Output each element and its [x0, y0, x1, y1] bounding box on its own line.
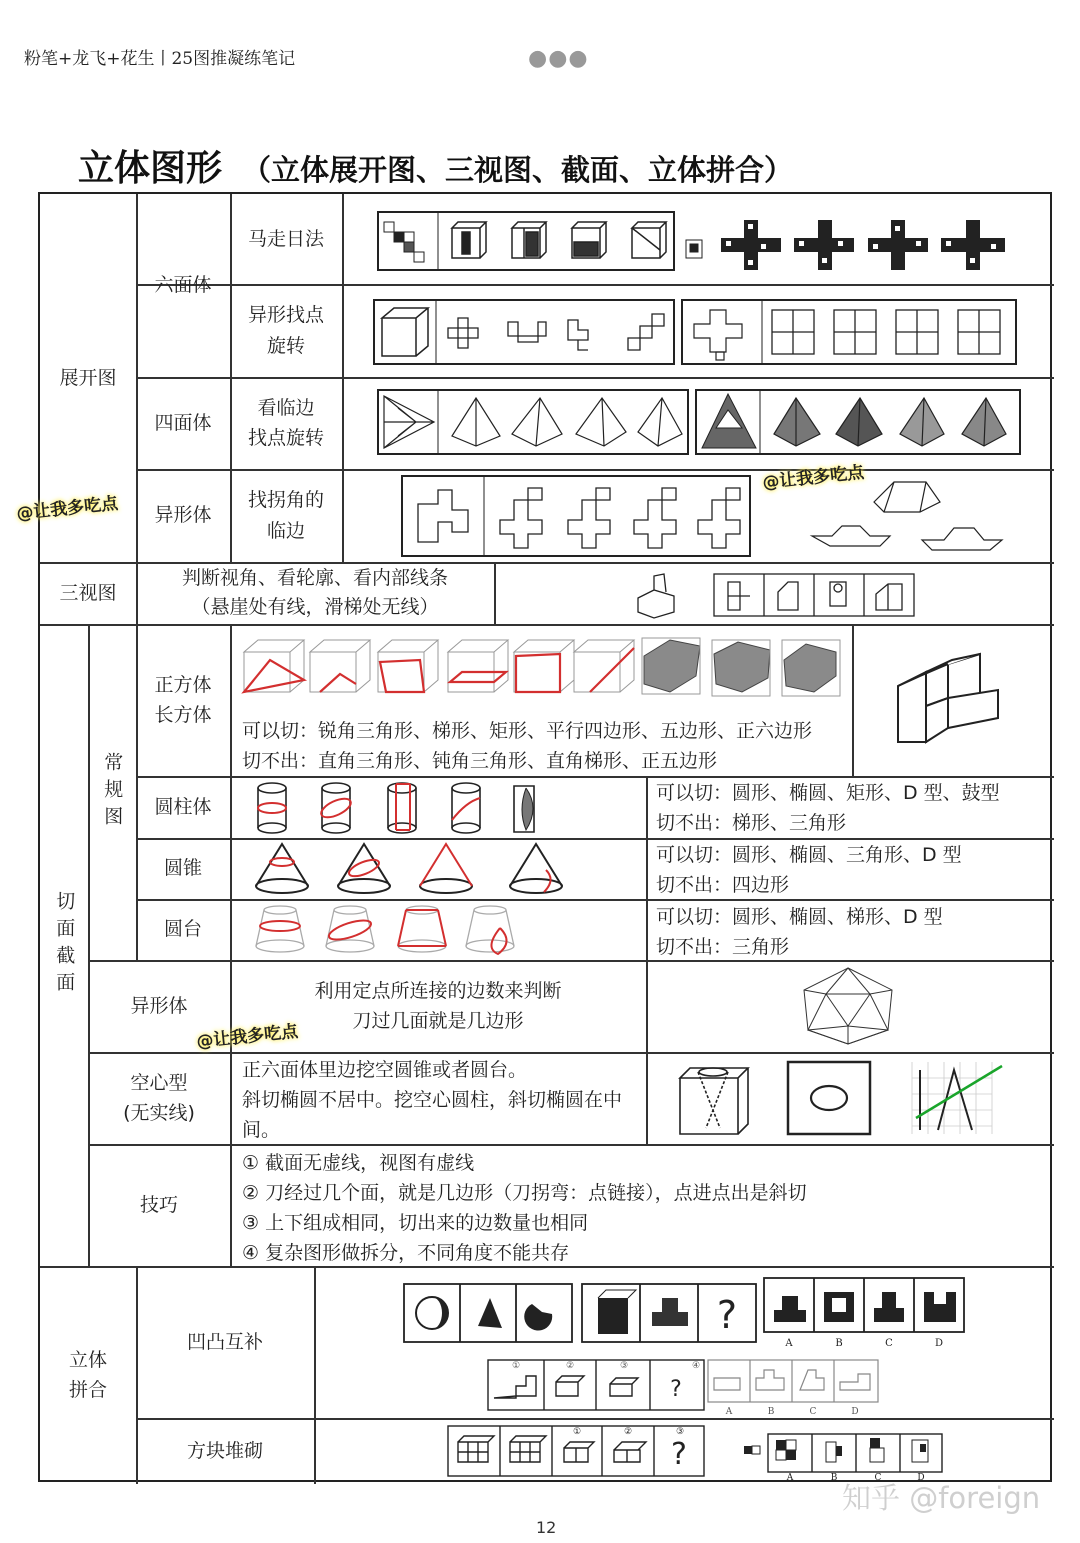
- assembly-label: [40, 1266, 136, 1484]
- opt-c-2: C: [809, 1407, 817, 1416]
- cube-label-line1: 正方体: [154, 673, 212, 696]
- opt-b-2: B: [767, 1407, 775, 1416]
- opt-c-3: C: [874, 1473, 882, 1482]
- stepped-block-figure: [892, 646, 1004, 746]
- opt-b-1: B: [835, 1338, 843, 1349]
- cube-section-figures: [240, 632, 844, 702]
- hollow-rule-line3: 间。: [242, 1119, 281, 1141]
- irregular-rule-line2: 临边: [266, 519, 305, 542]
- horse-rule-label: 马走日法: [247, 227, 324, 250]
- opt-a-2: A: [725, 1407, 733, 1416]
- tip-3: ③ 上下组成相同，切出来的边数量也相同: [242, 1212, 589, 1234]
- hollow-figures: [676, 1058, 1026, 1138]
- blocks-label: 方块堆砌: [186, 1439, 263, 1462]
- tetra-rule-line1: 看临边: [257, 396, 315, 419]
- three-view-label: 三视图: [59, 581, 117, 604]
- more-dots-icon[interactable]: ●●●: [528, 46, 589, 71]
- three-view-figures: [630, 568, 930, 620]
- num-4: ④: [691, 1361, 701, 1371]
- hollow-label: [88, 1052, 230, 1144]
- cube-can-text: 可以切：锐角三角形、梯形、矩形、平行四边形、五边形、正六边形: [242, 720, 813, 742]
- assembly-label-line2: 拼合: [68, 1379, 107, 1401]
- cone-label: 圆锥: [163, 857, 202, 880]
- irregular-unfold-figures: [400, 474, 1040, 558]
- tip-1: ① 截面无虚线，视图有虚线: [242, 1152, 475, 1174]
- heading-sub: （立体展开图、三视图、截面、立体拼合）: [242, 153, 794, 187]
- unfold-label: 展开图: [59, 366, 117, 389]
- num-1: ①: [511, 1361, 521, 1371]
- num-b2: ②: [623, 1427, 633, 1437]
- watermark-3: @让我多吃点: [195, 1021, 300, 1053]
- zhihu-watermark: 知乎 @foreign: [842, 1481, 1041, 1515]
- horse-rule-figures: [376, 210, 1026, 274]
- opt-a-3: A: [786, 1473, 794, 1482]
- page-heading: [78, 140, 793, 191]
- odd-point-line1: 异形找点: [247, 304, 324, 327]
- num-b1: ①: [572, 1427, 582, 1437]
- watermark-1: @让我多吃点: [15, 493, 120, 525]
- frustum-cannot-text: 切不出：三角形: [656, 936, 790, 958]
- tetra-rule-line2: 找点旋转: [247, 427, 324, 449]
- irregular-rule-label: [230, 469, 342, 562]
- opt-d-2: D: [851, 1407, 859, 1416]
- cone-can-text: 可以切：圆形、椭圆、三角形、D 型: [656, 844, 962, 866]
- opt-c-1: C: [885, 1338, 893, 1349]
- blocks-figures: [446, 1422, 946, 1482]
- irregular-unfold-label: 异形体: [154, 504, 212, 527]
- three-view-rule-line2: （悬崖处有线，滑梯处无线）: [191, 596, 439, 618]
- odd-point-line2: 旋转: [266, 334, 305, 357]
- section-label: 切面截面: [53, 891, 76, 999]
- three-view-rule: [136, 562, 494, 624]
- frustum-section-figures: [246, 902, 546, 958]
- cone-section-figures: [246, 840, 576, 898]
- top-bar: [0, 0, 1080, 110]
- opt-d-1: D: [934, 1338, 944, 1349]
- hexahedron-label: 六面体: [154, 274, 212, 297]
- frustum-label: 圆台: [163, 918, 202, 941]
- irregular-section-label: 异形体: [130, 994, 188, 1017]
- tetra-rule-label: [230, 377, 342, 469]
- concave-figures-row2: [486, 1356, 886, 1416]
- cylinder-label: 圆柱体: [154, 795, 212, 818]
- tips-label: 技巧: [139, 1193, 178, 1216]
- question-mark-3: ?: [671, 1437, 687, 1472]
- heading-main: 立体图形: [78, 148, 223, 189]
- assembly-label-line1: 立体: [68, 1348, 107, 1371]
- irregular-section-rule-line2: 刀过几面就是几边形: [352, 1010, 524, 1032]
- num-b3: ③: [675, 1427, 685, 1437]
- document-title: 粉笔+龙飞+花生丨25图推凝练笔记: [24, 49, 296, 69]
- cube-label-line2: 长方体: [154, 704, 212, 726]
- regular-label: 常规图: [101, 751, 124, 833]
- hollow-label-line2: (无实线): [123, 1102, 195, 1124]
- hollow-rule-line1: 正六面体里边挖空圆锥或者圆台。: [242, 1059, 528, 1081]
- cylinder-cannot-text: 切不出：梯形、三角形: [656, 812, 847, 834]
- three-view-rule-line1: 判断视角、看轮廓、看内部线条: [181, 566, 448, 589]
- opt-d-3: D: [917, 1473, 925, 1482]
- cube-cannot-text: 切不出：直角三角形、钝角三角形、直角梯形、正五边形: [242, 750, 718, 772]
- question-mark-1: ?: [716, 1293, 738, 1337]
- concave-label: 凹凸互补: [186, 1330, 263, 1353]
- icosahedron-figure: [796, 964, 900, 1048]
- summary-table: [38, 192, 1052, 1482]
- irregular-rule-line1: 找拐角的: [247, 489, 324, 512]
- cube-label: [136, 624, 230, 776]
- tip-4: ④ 复杂图形做拆分，不同角度不能共存: [242, 1242, 570, 1264]
- cylinder-can-text: 可以切：圆形、椭圆、矩形、D 型、鼓型: [656, 782, 1000, 804]
- frustum-can-text: 可以切：圆形、椭圆、梯形、D 型: [656, 906, 943, 928]
- page-number: 12: [536, 1518, 557, 1537]
- tip-2: ② 刀经过几个面，就是几边形（刀拐弯：点链接），点进点出是斜切: [242, 1182, 807, 1204]
- num-3: ③: [619, 1361, 629, 1371]
- tetrahedron-figures: [376, 388, 1026, 458]
- opt-a-1: A: [785, 1338, 793, 1349]
- cylinder-section-figures: [246, 780, 566, 836]
- hollow-label-line1: 空心型: [130, 1071, 188, 1094]
- odd-point-figures: [372, 298, 1022, 368]
- tetrahedron-label: 四面体: [154, 411, 212, 434]
- num-2: ②: [565, 1361, 575, 1371]
- watermark-2: @让我多吃点: [761, 462, 866, 494]
- opt-b-3: B: [830, 1473, 838, 1482]
- hollow-rule-line2: 斜切椭圆不居中。挖空心圆柱，斜切椭圆在中: [242, 1089, 623, 1111]
- question-mark-2: ?: [670, 1377, 682, 1402]
- odd-point-label: [230, 284, 342, 377]
- cone-cannot-text: 切不出：四边形: [656, 874, 790, 896]
- concave-figures-row1: [402, 1276, 972, 1356]
- irregular-section-rule-line1: 利用定点所连接的边数来判断: [314, 979, 562, 1002]
